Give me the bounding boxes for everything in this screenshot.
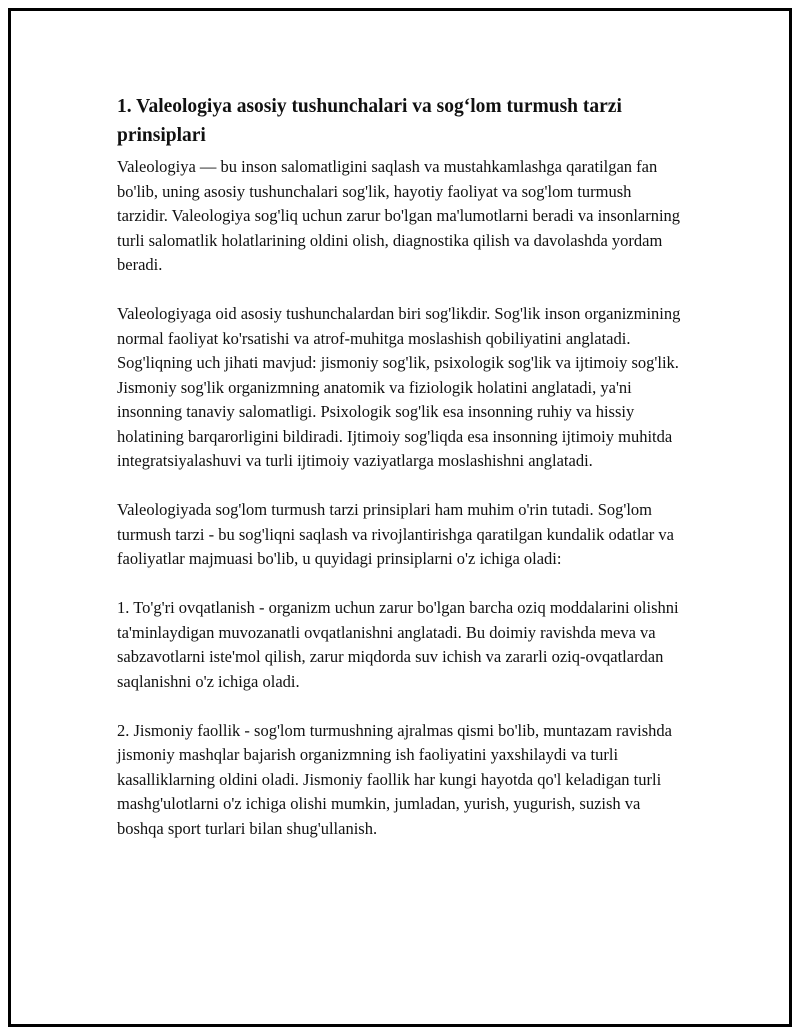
paragraph-physical-activity: 2. Jismoniy faollik - sog'lom turmushning ajralmas qismi bo'lib, muntazam ravishda jismoniy mashqlar bajarish organizmning ish faoliyatini yaxshilaydi va turli kasalliklarning oldini oladi. Jismoniy faollik har kungi hayotda qo'l keladigan turli mashg'ulotlarni o'z ichiga olishi mumkin, jumladan, yurish, yugurish, suzish va boshqa sport turlari bilan shug'ullanish.	[117, 720, 672, 838]
paragraph-lifestyle-principles: Valeologiyada sog'lom turmush tarzi prinsiplari ham muhim o'rin tutadi. Sog'lom turmush tarzi - bu sog'liqni saqlash va rivojlantirishga qaratilgan kundalik odatlar va faoliyatlar majmuasi bo'lib, u quyidagi prinsiplarni o'z ichiga oladi:	[117, 500, 674, 568]
paragraph-health-concepts: Valeologiyaga oid asosiy tushunchalardan biri sog'likdir. Sog'lik inson organizmining normal faoliyat ko'rsatishi va atrof-muhitga moslashish qobiliyatini anglatadi. Sog'liqning uch jihati mavjud: jismoniy sog'lik, psixologik sog'lik va ijtimoiy sog'lik. Jismoniy sog'lik organizmning anatomik va fiziologik holatini anglatadi, ya'ni insonning tanaviy salomatligi. Psixologik sog'lik esa insonning ruhiy va hissiy holatining barqarorligini bildiradi. Ijtimoiy sog'liqda esa insonning ijtimoiy muhitda integratsiyalashuvi va turli ijtimoiy vaziyatlarga moslashishni anglatadi.	[117, 304, 681, 470]
paragraph-nutrition: 1. To'g'ri ovqatlanish - organizm uchun zarur bo'lgan barcha oziq moddalarini olishni ta'minlaydigan muvozanatli ovqatlanishni anglatadi. Bu doimiy ravishda meva va sabzavotlarni iste'mol qilish, zarur miqdorda suv ichish va zararli oziq-ovqatlardan saqlanishni o'z ichiga oladi.	[117, 598, 679, 691]
section-heading: 1. Valeologiya asosiy tushunchalari va sog‘lom turmush tarzi prinsiplari	[117, 96, 622, 146]
paragraph-intro: Valeologiya — bu inson salomatligini saqlash va mustahkamlashga qaratilgan fan bo'lib, uning asosiy tushunchalari sog'lik, hayotiy faoliyat va sog'lom turmush tarzidir. Valeologiya sog'liq uchun zarur bo'lgan ma'lumotlarni beradi va insonlarning turli salomatlik holatlarining oldini olish, diagnostika qilish va davolashda yordam beradi.	[117, 157, 681, 274]
document-body	[117, 92, 685, 866]
